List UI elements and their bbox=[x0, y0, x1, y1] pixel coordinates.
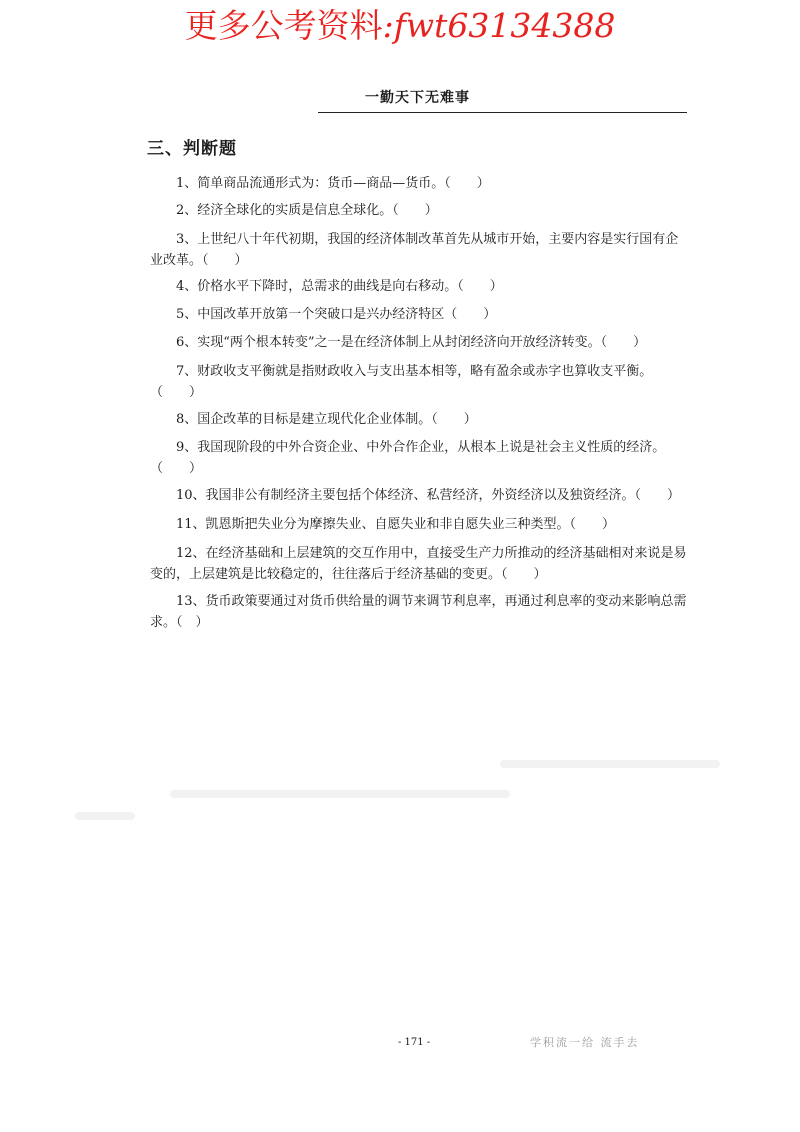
question-1: 1、简单商品流通形式为：货币—商品—货币。（ ） bbox=[176, 176, 490, 191]
question-11: 11、凯恩斯把失业分为摩擦失业、自愿失业和非自愿失业三种类型。（ ） bbox=[176, 517, 616, 532]
question-7: 7、财政收支平衡就是指财政收入与支出基本相等，略有盈余或赤字也算收支平衡。（ ） bbox=[150, 364, 653, 400]
header-motto: 一勤天下无难事 bbox=[365, 90, 470, 106]
section-title: 三、判断题 bbox=[147, 139, 237, 159]
promo-banner-prefix: 更多公考资料 bbox=[184, 6, 383, 45]
header-rule bbox=[318, 112, 687, 113]
footer-faint-text: 学积流一给 流手去 bbox=[530, 1036, 640, 1049]
question-10: 10、我国非公有制经济主要包括个体经济、私营经济，外资经济以及独资经济。（ ） bbox=[176, 488, 681, 503]
scan-artifact bbox=[170, 790, 510, 798]
page-number: - 171 - bbox=[398, 1037, 431, 1048]
promo-banner bbox=[0, 6, 800, 46]
question-6: 6、实现“两个根本转变”之一是在经济体制上从封闭经济向开放经济转变。（ ） bbox=[176, 335, 647, 350]
scan-artifact bbox=[500, 760, 720, 768]
question-13: 13、货币政策要通过对货币供给量的调节来调节利息率，再通过利息率的变动来影响总需求。（ ） bbox=[150, 594, 687, 630]
promo-banner-code: :fwt63134388 bbox=[382, 6, 616, 45]
question-12: 12、在经济基础和上层建筑的交互作用中，直接受生产力所推动的经济基础相对来说是易变的，上层建筑是比较稳定的，往往落后于经济基础的变更。（ ） bbox=[150, 546, 687, 582]
question-9: 9、我国现阶段的中外合资企业、中外合作企业，从根本上说是社会主义性质的经济。（ ） bbox=[150, 440, 666, 476]
scan-artifact bbox=[75, 812, 135, 820]
question-5: 5、中国改革开放第一个突破口是兴办经济特区（ ） bbox=[176, 307, 497, 322]
question-2: 2、经济全球化的实质是信息全球化。（ ） bbox=[176, 203, 438, 218]
question-8: 8、国企改革的目标是建立现代化企业体制。（ ） bbox=[176, 412, 477, 427]
question-4: 4、价格水平下降时，总需求的曲线是向右移动。（ ） bbox=[176, 279, 503, 294]
question-3: 3、上世纪八十年代初期，我国的经济体制改革首先从城市开始，主要内容是实行国有企业改革。（ ） bbox=[150, 232, 679, 268]
